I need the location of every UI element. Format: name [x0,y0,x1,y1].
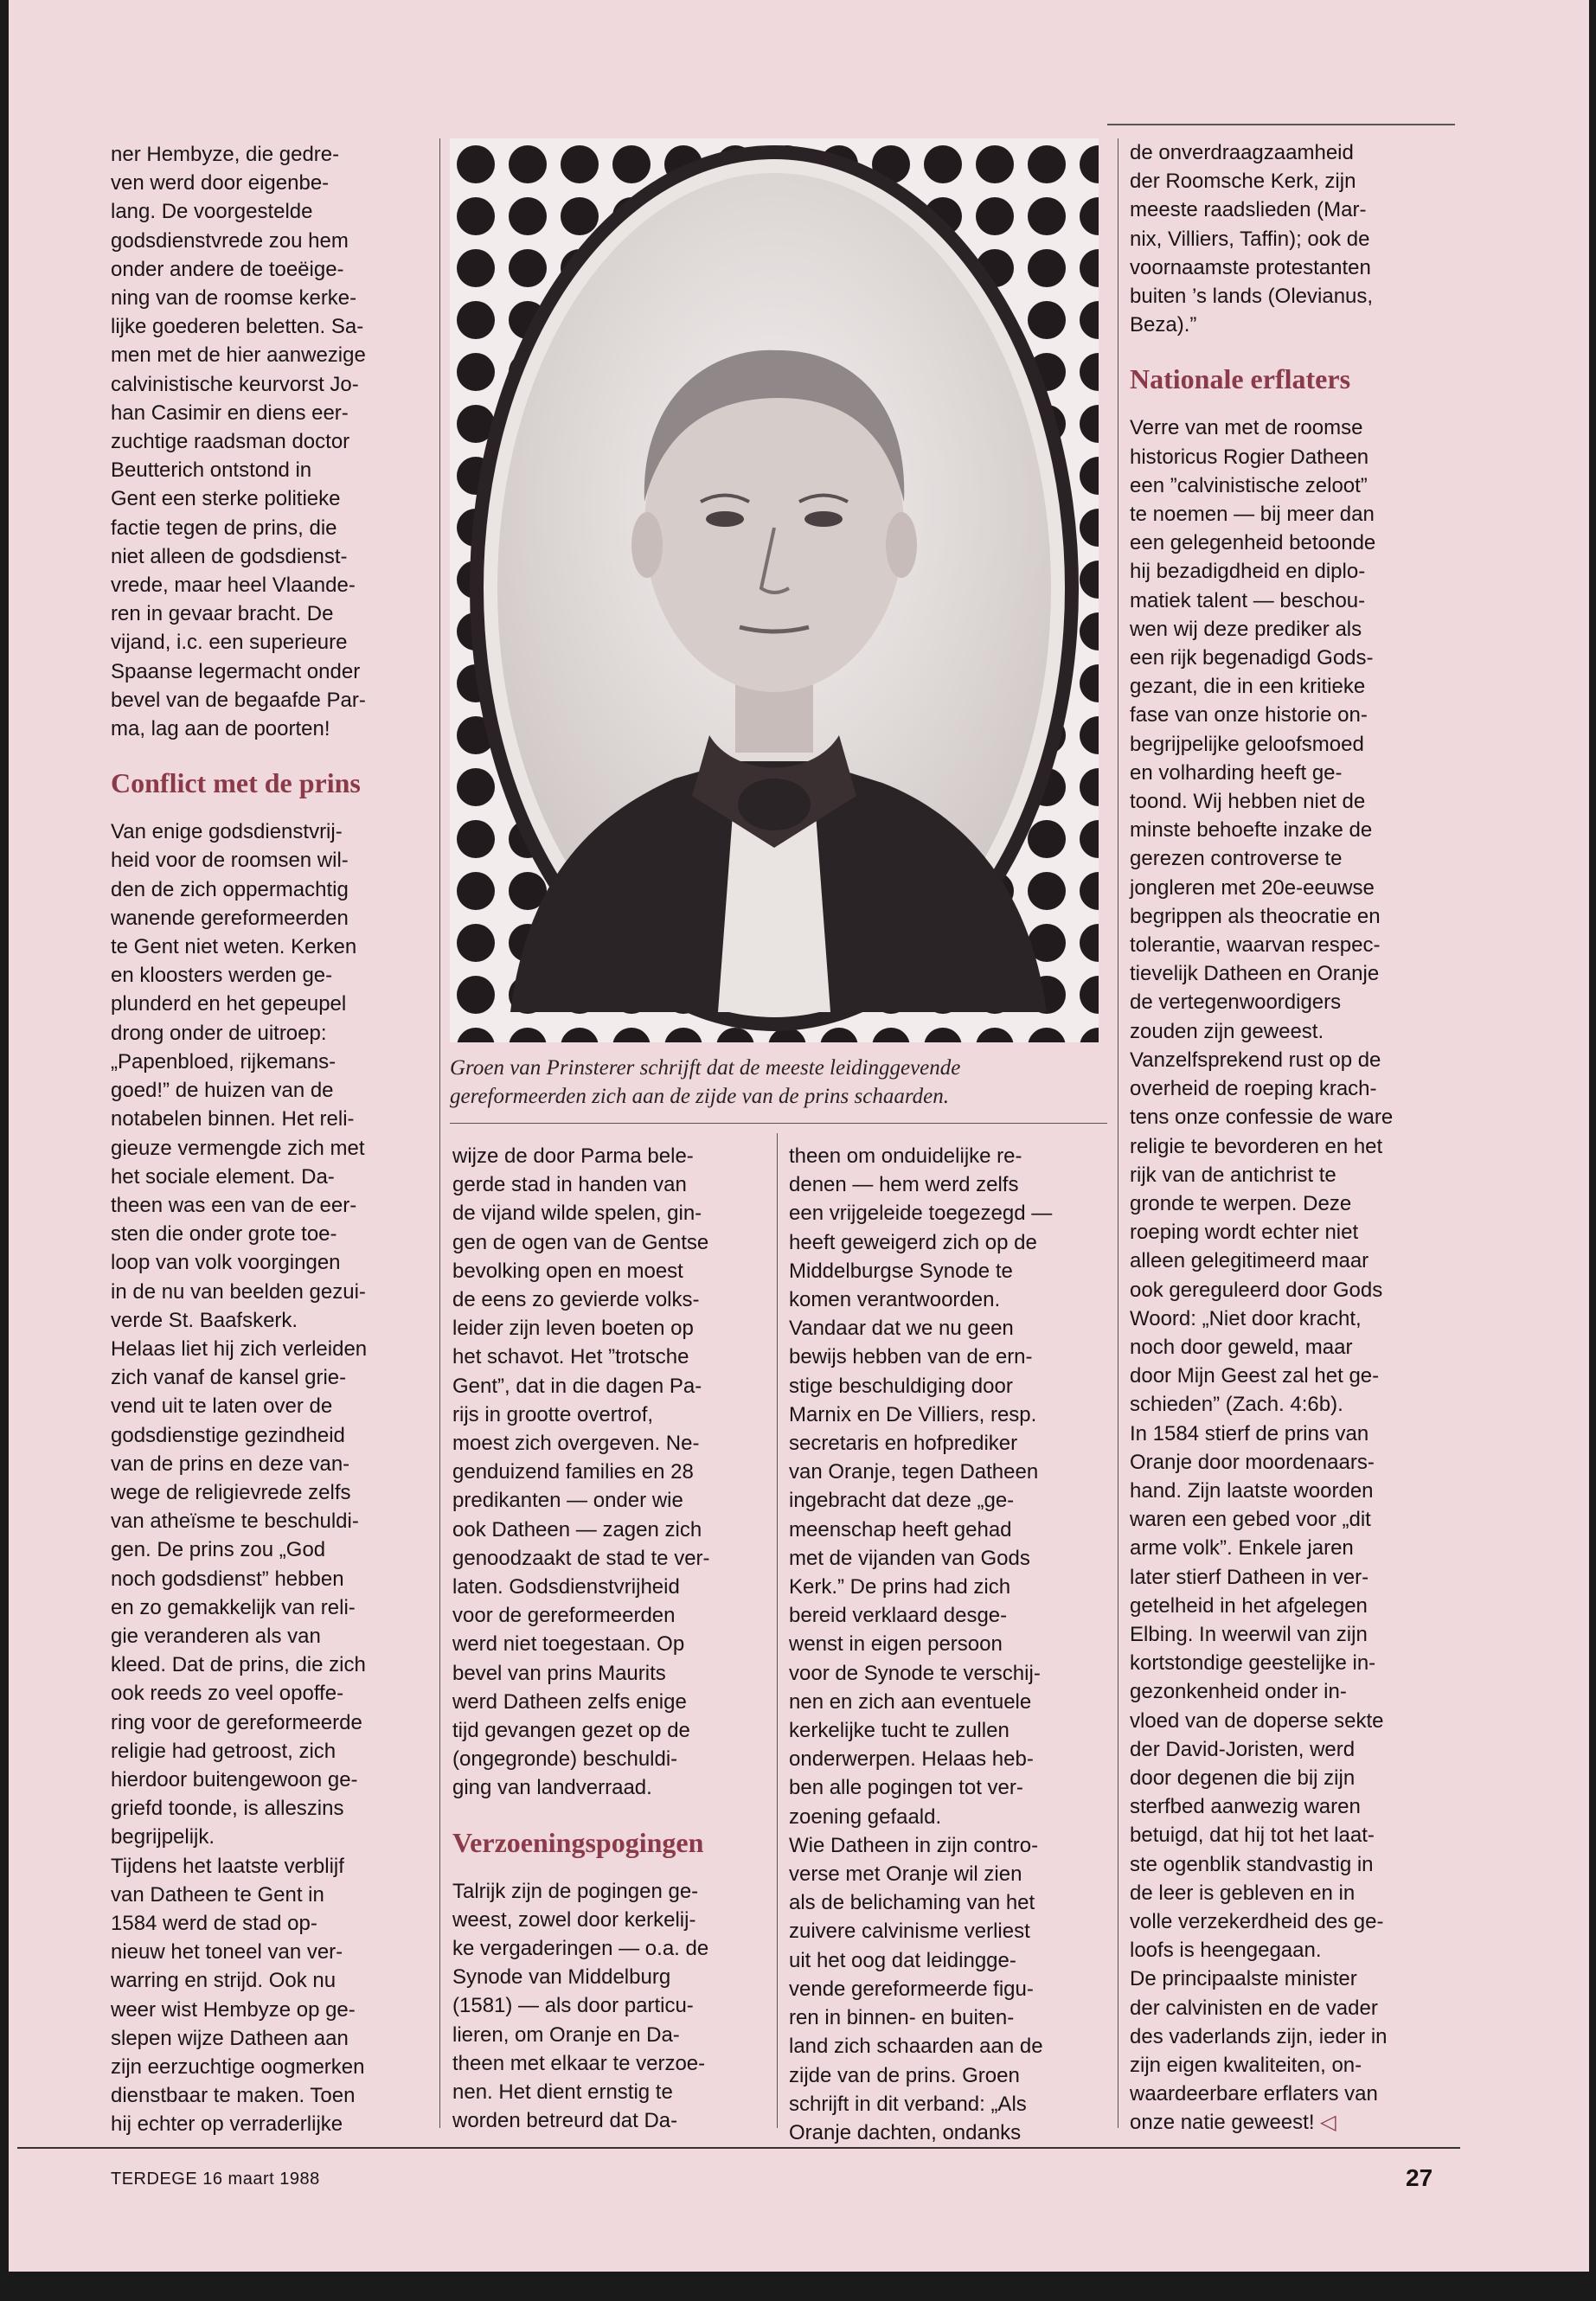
article-column-2 [452,1142,766,2136]
portrait-eye-right [804,511,843,527]
portrait-bow [738,779,811,830]
column-4-text-b-body: Verre van met de roomse historicus Rogier Datheen een ”calvinistische zeloot” te noemen — bij meer dan een gelegenheid betoonde hij bezadigdheid en diplo- matiek talent — beschou- wen wij deze prediker als een rijk begenadigd Gods- gezant, die in een kritieke fase van onze historie on- begrijpelijke geloofsmoed en volharding heeft ge- toond. Wij hebben niet de minste behoefte inzake de gerezen controverse te jongleren met 20e-eeuwse begrippen als theocratie en tolerantie, waarvan respec- tievelijk Datheen en Oranje de vertegenwoordigers zouden zijn geweest. Vanzelfsprekend rust op de overheid de roeping krach- tens onze confessie de ware religie te bevorderen en het rijk van de antichrist te gronde te werpen. Deze roeping wordt echter niet alleen gelegitimeerd maar ook gereguleerd door Gods Woord: „Niet door kracht, noch door geweld, maar door Mijn Geest zal het ge- schieden” (Zach. 4:6b). In 1584 stierf de prins van Oranje door moordenaars- hand. Zijn laatste woorden waren een gebed voor „dit arme volk”. Enkele jaren later stierf Datheen in ver- getelheid in het afgelegen Elbing. In weerwil van zijn kortstondige geestelijke in- gezonkenheid onder in- vloed van de doperse sekte der David-Joristen, werd door degenen die bij zijn sterfbed aanwezig waren betuigd, dat hij tot het laat- ste ogenblik standvastig in de leer is gebleven en in volle verzekerdheid des ge- loofs is heengegaan. De principaalste minister der calvinisten en de vader des vaderlands zijn, ieder in zijn eigen kwaliteiten, on- waardeerbare erflaters van onze natie geweest! [1130,416,1394,2135]
top-rule [1107,124,1455,125]
column-3-text: theen om onduidelijke re- denen — hem werd zelfs een vrijgeleide toegezegd — heeft geweigerd zich op de Middelburgse Synode te komen verantwoorden. Vandaar dat we nu geen bewijs hebben van de ern- stige beschuldiging door Marnix en De Villiers, resp. secretaris en hofprediker van Oranje, tegen Datheen ingebracht dat deze „ge- meenschap heeft gehad met de vijanden van Gods Kerk.” De prins had zich bereid verklaard desge- wenst in eigen persoon voor de Synode te verschij- nen en zich aan eventuele kerkelijke tucht te zullen onderwerpen. Helaas heb- ben alle pogingen tot ver- zoening gefaald. Wie Datheen in zijn contro- verse met Oranje wil zien als de belichaming van het zuivere calvinisme verliest uit het oog dat leidingge- vende gereformeerde figu- ren in binnen- en buiten- land zich schaarden aan de zijde van de prins. Groen schrijft in dit verband: „Als Oranje dachten, ondanks [789,1144,1053,2144]
column-2-text-b: Talrijk zijn de pogingen ge- weest, zowel door kerkelij- ke vergaderingen — o.a. de Synode van Middelburg (1581) — als door particu- lieren, om Oranje en Da- theen met elkaar te verzoe- nen. Het dient ernstig te worden betreurd dat Da- [452,1879,709,2133]
portrait-ear-left [631,512,663,578]
end-mark-icon: ◁ [1320,2111,1336,2135]
footer-publication: TERDEGE 16 maart 1988 [111,2170,320,2189]
caption-text: Groen van Prinsterer schrijft dat de meeste leidinggevende gereformeerden zich aan de zijde van de prins schaarden. [450,1056,961,1108]
heading-conflict: Conflict met de prins [111,767,361,799]
column-divider-2 [777,1133,778,2128]
scan-edge-right [1589,0,1596,2301]
column-divider-1 [439,138,440,2128]
column-4-text-a: de onverdraagzaamheid der Roomsche Kerk, zijn meeste raadslieden (Mar- nix, Villiers, Taffin); ook de voornaamste protestanten buiten ’s lands (Olevianus, Beza).” [1130,141,1374,337]
footer-rule [17,2147,1460,2149]
column-1-text-a: ner Hembyze, die gedre- ven werd door eigenbe- lang. De voorgestelde godsdienstvrede zou hem onder andere de toeëige- ning van de roomse kerke- lijke goederen beletten. Sa- men met de hier aanwezige calvinistische keurvorst Jo- han Casimir en diens eer- zuchtige raadsman doctor Beutterich ontstond in Gent een sterke politieke factie tegen de prins, die niet alleen de godsdienst- vrede, maar heel Vlaande- ren in gevaar bracht. De vijand, i.c. een superieure Spaanse legermacht onder bevel van de begaafde Par- ma, lag aan de poorten! [111,143,366,741]
article-column-3 [789,1142,1109,2147]
footer-page-number: 27 [1406,2164,1433,2191]
image-caption [450,1054,1107,1111]
portrait-ear-right [886,512,917,578]
portrait-eye-left [706,511,744,527]
portrait-image [450,138,1099,1042]
scan-edge-bottom [0,2272,1596,2301]
column-2-text-a: wijze de door Parma bele- gerde stad in handen van de vijand wilde spelen, gin- gen de ogen van de Gentse bevolking open en moest de eens zo gevierde volks- leider zijn leven boeten op het schavot. Het ”trotsche Gent”, dat in die dagen Pa- rijs in grootte overtrof, moest zich overgeven. Ne- genduizend families en 28 predikanten — onder wie ook Datheen — zagen zich genoodzaakt de stad te ver- laten. Godsdienstvrijheid voor de gereformeerden werd niet toegestaan. Op bevel van prins Maurits werd Datheen zelfs enige tijd gevangen gezet op de (ongegronde) beschuldi- ging van landverraad. [452,1144,710,1800]
column-1-text-b: Van enige godsdienstvrij- heid voor de roomsen wil- den de zich oppermachtig wanende gereformeerden te Gent niet weten. Kerken en kloosters werden ge- plunderd en het gepeupel drong onder de uitroep: „Papenbloed, rijkemans- goed!” de huizen van de notabelen binnen. Het reli- gieuze vermengde zich met het sociale element. Da- theen was een van de eer- sten die onder grote toe- loop van volk voorgingen in de nu van beelden gezui- verde St. Baafskerk. Helaas liet hij zich verleiden zich vanaf de kansel grie- vend uit te laten over de godsdienstige gezindheid van de prins en deze van- wege de religievrede zelfs van atheïsme te beschuldi- gen. De prins zou „God noch godsdienst” hebben en zo gemakkelijk van reli- gie veranderen als van kleed. Dat de prins, die zich ook reeds zo veel opoffe- ring voor de gereformeerde religie had getroost, zich hierdoor buitengewoon ge- griefd toonde, is alleszins begrijpelijk. Tijdens het laatste verblijf van Datheen te Gent in 1584 werd de stad op- nieuw het toneel van ver- warring en strijd. Ook nu weer wist Hembyze op ge- slepen wijze Datheen aan zijn eerzuchtige oogmerken dienstbaar te maken. Toen hij echter op verraderlijke [111,820,368,2137]
column-4-text-b [1130,413,1457,2137]
scan-edge-left [0,0,9,2301]
portrait-illustration [450,138,1099,1042]
heading-verzoeningspogingen: Verzoeningspogingen [452,1826,704,1858]
heading-nationale-erflaters: Nationale erflaters [1130,363,1351,395]
article-column-4 [1130,138,1457,2138]
caption-rule [450,1123,1107,1124]
article-column-1 [111,140,431,2139]
